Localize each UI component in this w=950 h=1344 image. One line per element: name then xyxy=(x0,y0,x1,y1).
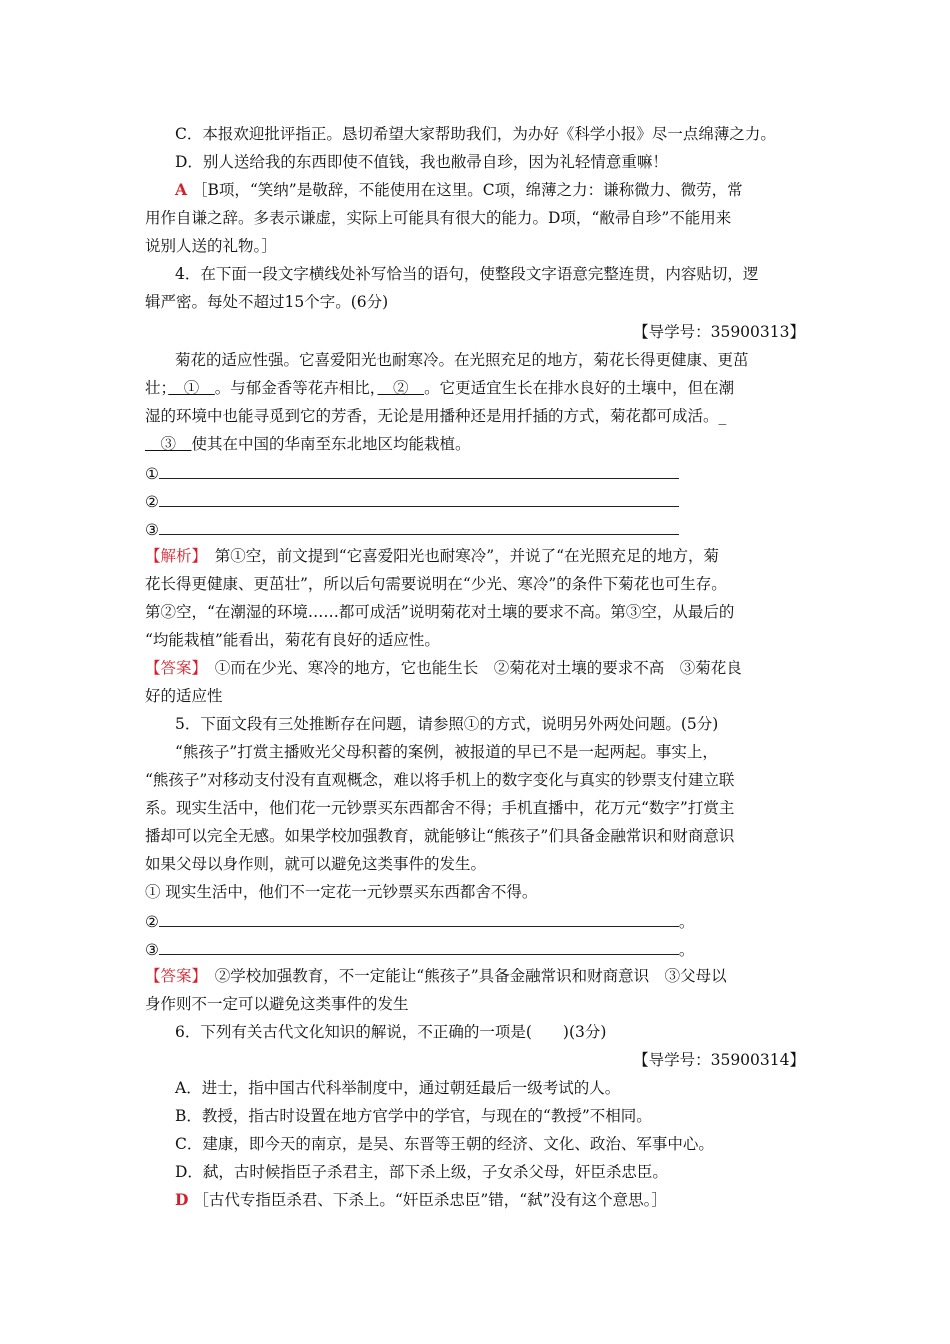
q4-answer-blank-1[interactable] xyxy=(145,462,679,484)
q4-analysis-line-3: 第②空，“在潮湿的环境……都可成活”说明菊花对土壤的要求不高。第③空，从最后的 xyxy=(145,603,735,621)
q3-answer-text-1: ［B项，“笑纳”是敬辞，不能使用在这里。C项，绵薄之力：谦称微力、微劳，常 xyxy=(191,181,743,199)
q4-analysis-text: 第①空，前文提到“它喜爱阳光也耐寒冷”，并说了“在光照充足的地方，菊 xyxy=(199,547,720,565)
q5-period: 。 xyxy=(678,941,695,959)
q5-blank-label: ③ xyxy=(145,941,159,959)
q3-answer-line-1 xyxy=(175,180,743,200)
q5-example: ① 现实生活中，他们不一定花一元钞票买东西都舍不得。 xyxy=(145,883,538,901)
q3-answer-line-3: 说别人送的礼物。］ xyxy=(145,237,277,255)
answer-tag: 【答案】 xyxy=(145,659,200,677)
q4-answer-blank-2[interactable] xyxy=(145,490,679,512)
q4-stem-line-1: 4．在下面一段文字横线处补写恰当的语句，使整段文字语意完整连贯，内容贴切，逻 xyxy=(175,265,759,283)
q4-passage-line-1: 菊花的适应性强。它喜爱阳光也耐寒冷。在光照充足的地方，菊花长得更健康、更茁 xyxy=(175,351,749,369)
q5-blank-label: ② xyxy=(145,913,159,931)
analysis-tag: 【解析】 xyxy=(145,547,200,565)
q6-option-b: B．教授，指古时设置在地方官学中的学官，与现在的“教授”不相同。 xyxy=(175,1107,652,1125)
q5-answer-blank-2[interactable] xyxy=(145,910,694,932)
q6-option-a: A．进士，指中国古代科举制度中，通过朝廷最后一级考试的人。 xyxy=(175,1079,621,1097)
q4-blank-label: ② xyxy=(145,493,159,511)
answer-tag: 【答案】 xyxy=(145,967,200,985)
q4-analysis-line-2: 花长得更健康、更茁壮”，所以后句需要说明在“少光、寒冷”的条件下菊花也可生存。 xyxy=(145,575,727,593)
q4-answer-line-2: 好的适应性 xyxy=(145,687,223,705)
q3-answer-line-2: 用作自谦之辞。多表示谦虚，实际上可能具有很大的能力。D项，“敝帚自珍”不能用来 xyxy=(145,209,732,227)
q4-passage-line-3: 湿的环境中也能寻觅到它的芳香，无论是用播种还是用扦插的方式，菊花都可成活。_ xyxy=(145,407,727,425)
q5-passage-line-3: 系。现实生活中，他们花一元钞票买东西都舍不得；手机直播中，花万元“数字”打赏主 xyxy=(145,799,735,817)
q4-blank-label: ③ xyxy=(145,521,159,539)
q4-blank-line[interactable] xyxy=(159,490,679,507)
q5-passage-line-4: 播却可以完全无感。如果学校加强教育，就能够让“熊孩子”们具备金融常识和财商意识 xyxy=(145,827,735,845)
q5-blank-line[interactable] xyxy=(159,910,679,927)
q3-option-d: D．别人送给我的东西即使不值钱，我也敝帚自珍，因为礼轻情意重嘛！ xyxy=(175,153,668,171)
q5-answer-line-2: 身作则不一定可以避免这类事件的发生 xyxy=(145,995,409,1013)
q4-gap-1: ① xyxy=(168,379,215,397)
q6-answer-text: ［古代专指臣杀君、下杀上。“奸臣杀忠臣”错，“弑”没有这个意思。］ xyxy=(193,1191,667,1209)
q5-passage-line-5: 如果父母以身作则，就可以避免这类事件的发生。 xyxy=(145,855,487,873)
q4-gap-3: ③ xyxy=(145,435,192,453)
q4-passage-text: 。它更适宜生长在排水良好的土壤中，但在潮 xyxy=(424,379,735,397)
q4-blank-line[interactable] xyxy=(159,518,679,535)
q4-blank-line[interactable] xyxy=(159,462,679,479)
q5-blank-line[interactable] xyxy=(159,938,679,955)
q4-analysis-line-4: “均能栽植”能看出，菊花有良好的适应性。 xyxy=(145,631,440,649)
q5-passage-line-2: “熊孩子”对移动支付没有直观概念，难以将手机上的数字变化与真实的钞票支付建立联 xyxy=(145,771,735,789)
q5-passage-line-1: “熊孩子”打赏主播败光父母积蓄的案例，被报道的早已不是一起两起。事实上， xyxy=(175,743,718,761)
q4-passage-line-4 xyxy=(145,434,471,454)
q6-answer-line xyxy=(175,1190,667,1210)
q6-answer-letter: D xyxy=(175,1190,189,1209)
q6-stem: 6．下列有关古代文化知识的解说，不正确的一项是( )(3分) xyxy=(175,1023,607,1041)
q4-passage-line-2 xyxy=(145,378,734,398)
q6-option-c: C．建康，即今天的南京，是吴、东晋等王朝的经济、文化、政治、军事中心。 xyxy=(175,1135,714,1153)
q4-answer-line-1 xyxy=(145,658,742,678)
q5-answer-text: ②学校加强教育，不一定能让“熊孩子”具备金融常识和财商意识 ③父母以 xyxy=(199,967,727,985)
q4-passage-text: 。与郁金香等花卉相比， xyxy=(214,379,378,397)
q5-answer-blank-3[interactable] xyxy=(145,938,694,960)
q3-answer-letter: A xyxy=(175,180,188,199)
q4-analysis-line-1 xyxy=(145,546,719,566)
q5-period: 。 xyxy=(678,913,695,931)
q3-option-c: C．本报欢迎批评指正。恳切希望大家帮助我们，为办好《科学小报》尽一点绵薄之力。 xyxy=(175,125,776,143)
q6-option-d: D．弑，古时候指臣子杀君主，部下杀上级，子女杀父母，奸臣杀忠臣。 xyxy=(175,1163,668,1181)
q4-guide-number: 【导学号：35900313】 xyxy=(633,323,805,341)
q4-blank-label: ① xyxy=(145,465,159,483)
q5-answer-line-1 xyxy=(145,966,727,986)
q4-passage-text: 壮； xyxy=(145,379,169,397)
q6-guide-number: 【导学号：35900314】 xyxy=(633,1051,805,1069)
q4-passage-text: 使其在中国的华南至东北地区均能栽植。 xyxy=(191,435,471,453)
q5-stem: 5．下面文段有三处推断存在问题，请参照①的方式，说明另外两处问题。(5分) xyxy=(175,715,719,733)
q4-answer-text: ①而在少光、寒冷的地方，它也能生长 ②菊花对土壤的要求不高 ③菊花良 xyxy=(199,659,742,677)
q4-gap-2: ② xyxy=(377,379,425,397)
q4-stem-line-2: 辑严密。每处不超过15个字。(6分) xyxy=(145,293,389,311)
q4-answer-blank-3[interactable] xyxy=(145,518,679,540)
